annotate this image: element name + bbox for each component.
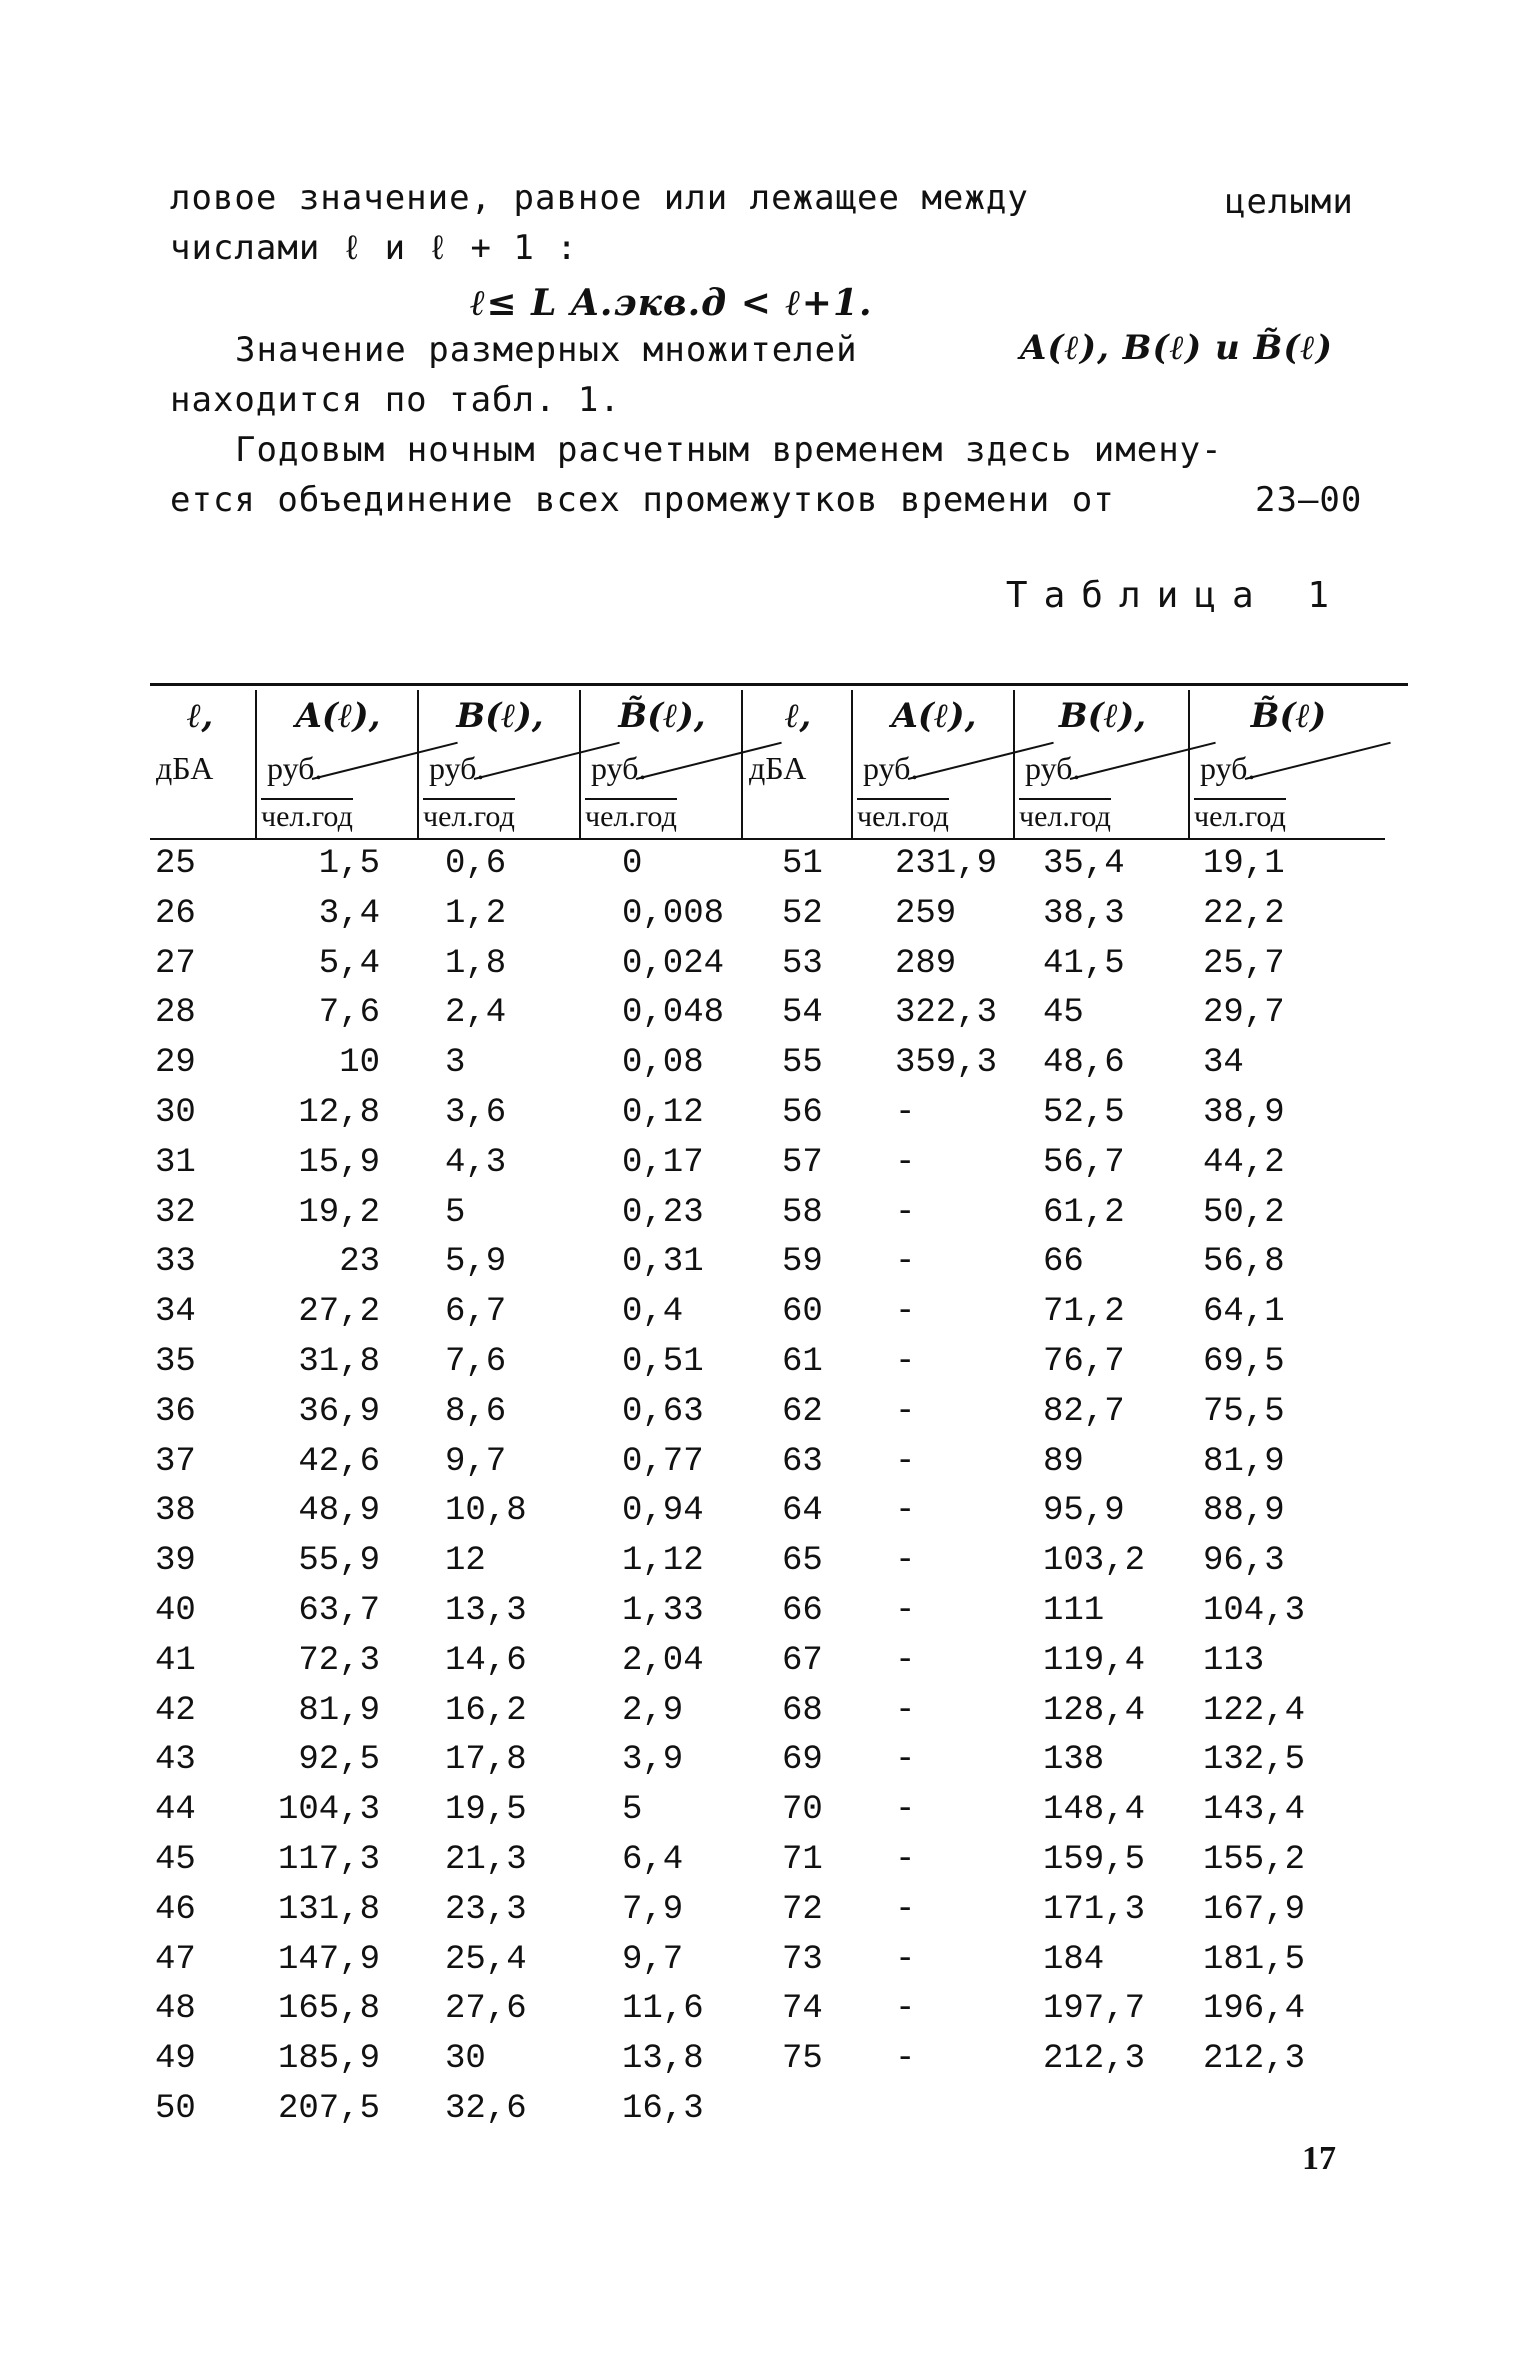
table-cell: 15,9 [298, 1143, 380, 1182]
table-cell: 43 [155, 1741, 196, 1780]
table-cell: 3,6 [445, 1094, 507, 1132]
text-line-5: Годовым ночным расчетным временем здесь имену- [235, 430, 1223, 470]
table-header-rule [150, 838, 1385, 840]
table-cell: 75,5 [1203, 1392, 1285, 1431]
table-cell: 68 [782, 1691, 823, 1730]
table-cell: 0,12 [622, 1094, 704, 1132]
table-cell: - [895, 2040, 916, 2079]
table-cell: 42,6 [298, 1442, 380, 1481]
table-cell: 74 [782, 1990, 823, 2029]
header-symbol: B̃(ℓ), [618, 696, 706, 736]
table-cell: 48,9 [298, 1492, 380, 1531]
table-cell: 147,9 [277, 1940, 380, 1979]
table-cell: 46 [155, 1890, 196, 1929]
table-cell: 67 [782, 1641, 823, 1680]
handwritten-multipliers: A(ℓ), B(ℓ) и B̃(ℓ) [1020, 328, 1334, 368]
table-cell: 25,4 [445, 1940, 527, 1979]
header-unit: руб. [429, 750, 485, 786]
table-cell: 16,2 [445, 1691, 527, 1730]
table-cell: 56,8 [1203, 1243, 1285, 1282]
table-cell: 0,048 [622, 994, 725, 1033]
table-cell: 61,2 [1043, 1193, 1125, 1232]
table-cell: 64,1 [1203, 1293, 1285, 1332]
table-cell: - [895, 1940, 916, 1979]
table-cell: 111 [1043, 1592, 1105, 1630]
table-cell: - [895, 1293, 916, 1332]
table-cell: - [895, 1592, 916, 1630]
table-cell: 5,9 [445, 1243, 507, 1282]
table-cell: 37 [155, 1442, 196, 1481]
text-line-1: ловое значение, равное или лежащее между [170, 178, 1029, 218]
header-unit: руб. [267, 750, 323, 786]
table-cell: 122,4 [1203, 1691, 1306, 1730]
header-symbol: ℓ, [186, 696, 214, 736]
table-cell: 29,7 [1203, 994, 1285, 1033]
header-cell-level-2 [741, 690, 853, 838]
table-cell: 29 [155, 1044, 196, 1083]
table-cell: 66 [782, 1592, 823, 1630]
table-cell: 92,5 [298, 1741, 380, 1780]
table-cell: 289 [895, 944, 957, 983]
table-cell: 35,4 [1043, 845, 1125, 883]
table-cell: - [895, 1542, 916, 1581]
table-cell: 75 [782, 2040, 823, 2079]
table-cell: 10 [339, 1044, 380, 1083]
table-cell: 7,6 [445, 1343, 507, 1381]
table-cell: 0,08 [622, 1044, 704, 1083]
table-cell: 231,9 [895, 845, 998, 883]
table-cell: 41,5 [1043, 944, 1125, 983]
table-cell: 26 [155, 894, 196, 933]
table-cell: 65 [782, 1542, 823, 1581]
table-cell: 207,5 [277, 2090, 380, 2128]
table-cell: 167,9 [1203, 1890, 1306, 1929]
table-cell: 2,04 [622, 1641, 704, 1680]
table-cell: 0,94 [622, 1492, 704, 1531]
table-cell: 17,8 [445, 1741, 527, 1780]
table-cell: 104,3 [1203, 1592, 1306, 1630]
table-cell: 81,9 [1203, 1442, 1285, 1481]
table-cell: 56,7 [1043, 1143, 1125, 1182]
table-cell: 40 [155, 1592, 196, 1630]
table-cell: 47 [155, 1940, 196, 1979]
table-cell: 0,63 [622, 1392, 704, 1431]
table-cell: 25 [155, 845, 196, 883]
table-cell: 1,5 [318, 845, 380, 883]
table-cell: 119,4 [1043, 1641, 1146, 1680]
table-cell: 28 [155, 994, 196, 1033]
header-unit: дБА [749, 750, 807, 786]
table-cell: 39 [155, 1542, 196, 1581]
table-cell: 181,5 [1203, 1940, 1306, 1979]
table-cell: 0,77 [622, 1442, 704, 1481]
text-line-6-end: 23–00 [1255, 480, 1363, 520]
table-cell: - [895, 1890, 916, 1929]
table-cell: 8,6 [445, 1392, 507, 1431]
table-cell: 3 [445, 1044, 466, 1083]
table-cell: 1,12 [622, 1542, 704, 1581]
table-cell: 212,3 [1203, 2040, 1306, 2079]
table-cell: 31 [155, 1143, 196, 1182]
table-cell: 57 [782, 1143, 823, 1182]
table-cell: 113 [1203, 1641, 1265, 1680]
table-cell: 0,23 [622, 1193, 704, 1232]
table-cell: 64 [782, 1492, 823, 1531]
table-cell: 88,9 [1203, 1492, 1285, 1531]
header-denominator: чел.год [261, 800, 353, 833]
table-cell: 1,33 [622, 1592, 704, 1630]
table-cell: 14,6 [445, 1641, 527, 1680]
table-cell: 56 [782, 1094, 823, 1132]
table-cell: 52,5 [1043, 1094, 1125, 1132]
table-cell: 7,6 [318, 994, 380, 1033]
table-cell: 0,31 [622, 1243, 704, 1282]
table-cell: 159,5 [1043, 1841, 1146, 1879]
table-cell: 32,6 [445, 2090, 527, 2128]
header-symbol: A(ℓ), [295, 696, 381, 736]
table-cell: 81,9 [298, 1691, 380, 1730]
table-cell: 1,8 [445, 944, 507, 983]
text-line-2: числами ℓ и ℓ + 1 : [170, 228, 578, 268]
table-cell: 6,7 [445, 1293, 507, 1332]
table-cell: 62 [782, 1392, 823, 1431]
table-cell: 27 [155, 944, 196, 983]
table-cell: 359,3 [895, 1044, 998, 1083]
table-cell: 41 [155, 1641, 196, 1680]
table-cell: 5 [445, 1193, 466, 1232]
page-number: 17 [1302, 2140, 1336, 2177]
table-cell: 27,2 [298, 1293, 380, 1332]
table-cell: 52 [782, 894, 823, 933]
table-cell: 185,9 [277, 2040, 380, 2079]
table-cell: 3,9 [622, 1741, 684, 1780]
table-caption: Таблица 1 [1005, 575, 1345, 616]
table-cell: - [895, 1392, 916, 1431]
table-cell: 72,3 [298, 1641, 380, 1680]
text-line-1-end: целыми [1225, 182, 1354, 222]
table-cell: 197,7 [1043, 1990, 1146, 2029]
table-cell: 165,8 [277, 1990, 380, 2029]
table-cell: 0,51 [622, 1343, 704, 1381]
table-top-rule [150, 683, 1408, 686]
header-cell-a-2 [851, 690, 1015, 838]
table-cell: 54 [782, 994, 823, 1033]
table-cell: 61 [782, 1343, 823, 1381]
table-cell: 82,7 [1043, 1392, 1125, 1431]
table-cell: - [895, 1492, 916, 1531]
table-cell: 48,6 [1043, 1044, 1125, 1083]
table-cell: 322,3 [895, 994, 998, 1033]
table-cell: 11,6 [622, 1990, 704, 2029]
table-cell: 13,8 [622, 2040, 704, 2079]
table-cell: 30 [445, 2040, 486, 2079]
table-cell: 48 [155, 1990, 196, 2029]
table-cell: - [895, 1094, 916, 1132]
table-cell: 19,2 [298, 1193, 380, 1232]
table-cell: - [895, 1343, 916, 1381]
header-unit: дБА [156, 750, 214, 786]
table-cell: 53 [782, 944, 823, 983]
table-cell: 5 [622, 1791, 643, 1830]
header-cell-btilde-2 [1188, 690, 1387, 838]
table-cell: 128,4 [1043, 1691, 1146, 1730]
table-cell: 0,024 [622, 944, 725, 983]
table-cell: 32 [155, 1193, 196, 1232]
table-cell: 36 [155, 1392, 196, 1431]
table-cell: 34 [1203, 1044, 1244, 1083]
header-symbol: B(ℓ), [456, 696, 544, 736]
header-cell-btilde-1 [579, 690, 743, 838]
table-cell: 45 [1043, 994, 1084, 1033]
table-cell: 55,9 [298, 1542, 380, 1581]
table-cell: 27,6 [445, 1990, 527, 2029]
table-cell: - [895, 1193, 916, 1232]
text-line-6: ется объединение всех промежутков времени от [170, 480, 1115, 520]
table-cell: 42 [155, 1691, 196, 1730]
table-cell: - [895, 1691, 916, 1730]
header-cell-a-1 [255, 690, 419, 838]
table-cell: 95,9 [1043, 1492, 1125, 1531]
table-cell: 131,8 [277, 1890, 380, 1929]
table-cell: 76,7 [1043, 1343, 1125, 1381]
table-cell: 132,5 [1203, 1741, 1306, 1780]
table-cell: 10,8 [445, 1492, 527, 1531]
text-line-3: Значение размерных множителей [235, 330, 858, 370]
table-cell: 73 [782, 1940, 823, 1979]
table-cell: 59 [782, 1243, 823, 1282]
table-cell: 0,008 [622, 894, 725, 933]
table-cell: 1,2 [445, 894, 507, 933]
table-cell: 71,2 [1043, 1293, 1125, 1332]
table-cell: 44,2 [1203, 1143, 1285, 1182]
table-cell: 0 [622, 845, 643, 883]
table-cell: 19,5 [445, 1791, 527, 1830]
table-cell: 35 [155, 1343, 196, 1381]
table-cell: - [895, 1641, 916, 1680]
handwritten-formula: ℓ≤ L A.экв.д < ℓ+1. [470, 282, 873, 324]
table-cell: 117,3 [277, 1841, 380, 1879]
table-cell: 155,2 [1203, 1841, 1306, 1879]
table-cell: 184 [1043, 1940, 1105, 1979]
header-denominator: чел.год [423, 800, 515, 833]
table-cell: 138 [1043, 1741, 1105, 1780]
table-cell: 7,9 [622, 1890, 684, 1929]
table-cell: - [895, 1990, 916, 2029]
table-cell: 4,3 [445, 1143, 507, 1182]
table-cell: 45 [155, 1841, 196, 1879]
table-cell: 2,9 [622, 1691, 684, 1730]
table-cell: 259 [895, 894, 957, 933]
table-cell: 96,3 [1203, 1542, 1285, 1581]
table-cell: 69,5 [1203, 1343, 1285, 1381]
table-cell: 38,3 [1043, 894, 1125, 933]
table-cell: 51 [782, 845, 823, 883]
header-denominator: чел.год [1019, 800, 1111, 833]
text-line-4: находится по табл. 1. [170, 380, 621, 420]
table-cell: 33 [155, 1243, 196, 1282]
table-cell: 148,4 [1043, 1791, 1146, 1830]
table-cell: - [895, 1841, 916, 1879]
table-cell: 196,4 [1203, 1990, 1306, 2029]
table-cell: 23 [339, 1243, 380, 1282]
header-cell-b-1 [417, 690, 581, 838]
table-cell: 103,2 [1043, 1542, 1146, 1581]
table-cell: 50,2 [1203, 1193, 1285, 1232]
header-denominator: чел.год [857, 800, 949, 833]
table-cell: 16,3 [622, 2090, 704, 2128]
header-symbol: A(ℓ), [891, 696, 977, 736]
table-cell: 44 [155, 1791, 196, 1830]
table-cell: 9,7 [445, 1442, 507, 1481]
table-cell: 13,3 [445, 1592, 527, 1630]
table-cell: 25,7 [1203, 944, 1285, 983]
header-denominator: чел.год [585, 800, 677, 833]
header-unit: руб. [1025, 750, 1081, 786]
table-cell: 49 [155, 2040, 196, 2079]
table-cell: 0,4 [622, 1293, 684, 1332]
header-denominator: чел.год [1194, 800, 1286, 833]
table-cell: 3,4 [318, 894, 380, 933]
table-cell: 6,4 [622, 1841, 684, 1879]
table-cell: 89 [1043, 1442, 1084, 1481]
table-cell: - [895, 1741, 916, 1780]
header-unit: руб. [1200, 750, 1256, 786]
table-cell: - [895, 1442, 916, 1481]
table-cell: 66 [1043, 1243, 1084, 1282]
table-cell: 23,3 [445, 1890, 527, 1929]
header-symbol: B̃(ℓ) [1250, 696, 1327, 736]
table-cell: 30 [155, 1094, 196, 1132]
header-unit: руб. [863, 750, 919, 786]
table-cell: 212,3 [1043, 2040, 1146, 2079]
table-cell: 36,9 [298, 1392, 380, 1431]
table-cell: 9,7 [622, 1940, 684, 1979]
header-cell-b-2 [1013, 690, 1190, 838]
table-cell: 69 [782, 1741, 823, 1780]
fraction-slash [1245, 742, 1391, 780]
table-cell: 60 [782, 1293, 823, 1332]
table-cell: - [895, 1143, 916, 1182]
table-cell: 12,8 [298, 1094, 380, 1132]
table-cell: 63,7 [298, 1592, 380, 1630]
table-cell: 5,4 [318, 944, 380, 983]
table-cell: - [895, 1243, 916, 1282]
table-cell: 38 [155, 1492, 196, 1531]
table-cell: 50 [155, 2090, 196, 2128]
table-cell: 21,3 [445, 1841, 527, 1879]
table-cell: 0,6 [445, 845, 507, 883]
table-cell: 71 [782, 1841, 823, 1879]
header-symbol: B(ℓ), [1058, 696, 1147, 736]
table-cell: 104,3 [277, 1791, 380, 1830]
table-cell: 143,4 [1203, 1791, 1306, 1830]
header-cell-level-1 [150, 690, 250, 838]
table-cell: 63 [782, 1442, 823, 1481]
table-cell: 12 [445, 1542, 486, 1581]
table-cell: - [895, 1791, 916, 1830]
table-cell: 58 [782, 1193, 823, 1232]
table-cell: 0,17 [622, 1143, 704, 1182]
table-cell: 70 [782, 1791, 823, 1830]
table-cell: 19,1 [1203, 845, 1285, 883]
table-cell: 2,4 [445, 994, 507, 1033]
table-cell: 31,8 [298, 1343, 380, 1381]
header-symbol: ℓ, [784, 696, 812, 736]
table-cell: 22,2 [1203, 894, 1285, 933]
table-cell: 38,9 [1203, 1094, 1285, 1132]
table-cell: 72 [782, 1890, 823, 1929]
table-cell: 55 [782, 1044, 823, 1083]
table-cell: 34 [155, 1293, 196, 1332]
table-cell: 171,3 [1043, 1890, 1146, 1929]
header-unit: руб. [591, 750, 647, 786]
